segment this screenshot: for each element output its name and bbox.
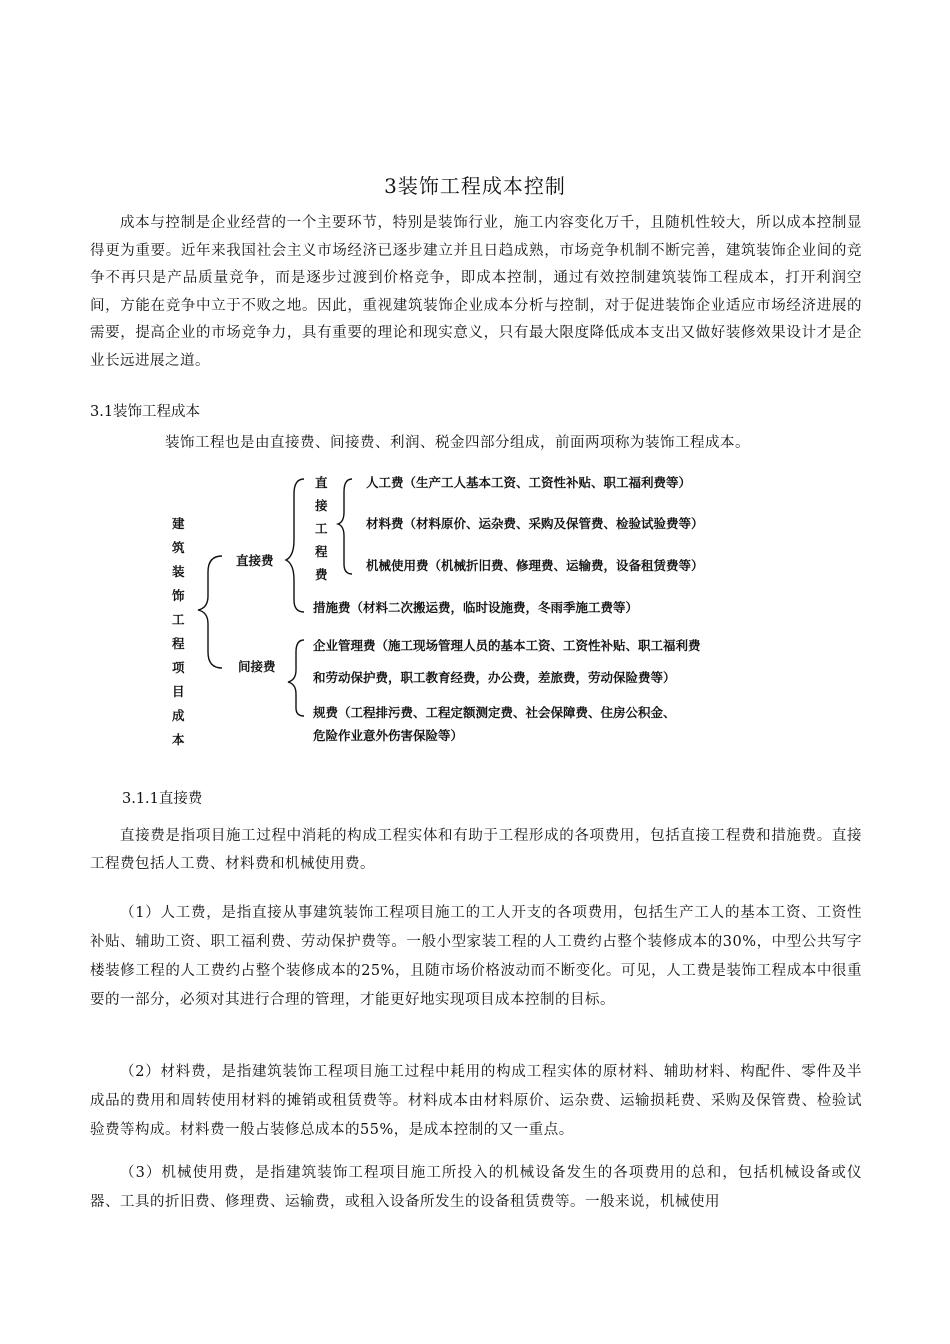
- svg-text:工: 工: [172, 612, 185, 627]
- direct-brace: [286, 479, 304, 612]
- material-cost-paragraph: （2）材料费，是指建筑装饰工程项目施工过程中耗用的构成工程实体的原材料、辅助材料、构配件、零件及半成品的费用和周转使用材料的摊销或租赁费等。材料成本由材料原价、运杂费、运输损耗费、采购及保管费、检验试验费等构成。材料费一般占装修总成本的55%，是成本控制的又一重点。: [90, 1064, 862, 1138]
- machine-cost-paragraph: （3）机械使用费，是指建筑装饰工程项目施工所投入的机械设备发生的各项费用的总和，包括机械设备或仪器、工具的折旧费、修理费、运输费，或租入设备所发生的设备租赁费等。一般来说，机械使用: [90, 1165, 862, 1210]
- page-title: 3装饰工程成本控制: [384, 174, 566, 198]
- root-brace: [198, 556, 222, 668]
- direct-cost-paragraph: 直接费是指项目施工过程中消耗的构成工程实体和有助于工程形成的各项费用，包括直接工程费和措施费。直接工程费包括人工费、材料费和机械使用费。: [90, 828, 862, 872]
- svg-text:费: 费: [315, 567, 328, 582]
- svg-text:接: 接: [315, 498, 328, 513]
- measures-cost-item: 措施费（材料二次搬运费，临时设施费，冬雨季施工费等）: [313, 600, 639, 615]
- material-cost-item: 材料费（材料原价、运杂费、采购及保管费、检验试验费等）: [366, 516, 704, 531]
- direct-cost-label: 直接费: [236, 553, 274, 568]
- svg-text:直: 直: [315, 475, 328, 490]
- indirect-brace: [288, 640, 304, 716]
- section-heading-3-1: 3.1装饰工程成本: [90, 404, 201, 420]
- statutory-fee-line-1: 规费（工程排污费、工程定额测定费、社会保障费、住房公积金、: [313, 705, 676, 720]
- svg-text:成: 成: [172, 708, 185, 723]
- section-heading-3-1-1: 3.1.1直接费: [122, 791, 203, 807]
- svg-text:程: 程: [315, 544, 328, 559]
- svg-text:建: 建: [172, 516, 185, 531]
- svg-text:程: 程: [172, 636, 185, 651]
- statutory-fee-line-2: 危险作业意外伤害保险等）: [313, 728, 464, 743]
- svg-text:饰: 饰: [172, 588, 185, 603]
- machine-cost-item: 机械使用费（机械折旧费、修理费、运输费，设备租赁费等）: [366, 558, 704, 573]
- svg-text:工: 工: [315, 521, 328, 536]
- direct-engineering-label: [314, 475, 328, 582]
- labor-cost-paragraph: （1）人工费，是指直接从事建筑装饰工程项目施工的工人开支的各项费用，包括生产工人的基本工资、工资性补贴、辅助工资、职工福利费、劳动保护费等。一般小型家装工程的人工费约占整个装修成本的30%，中型公共写字楼装修工程的人工费约占整个装修成本的25%，且随市场价格波动而不断变化。可见，人工费是装饰工程成本中很重要的一部分，必须对其进行合理的管理，才能更好地实现项目成本控制的目标。: [90, 905, 862, 1008]
- direct-engineering-brace: [338, 479, 352, 574]
- management-fee-line-2: 和劳动保护费，职工教育经费，办公费，差旅费，劳动保险费等）: [313, 670, 676, 685]
- management-fee-line-1: 企业管理费（施工现场管理人员的基本工资、工资性补贴、职工福利费: [313, 638, 701, 653]
- svg-text:装: 装: [172, 564, 185, 579]
- indirect-cost-label: 间接费: [238, 659, 276, 674]
- intro-paragraph: 成本与控制是企业经营的一个主要环节，特别是装饰行业，施工内容变化万千，且随机性较大，所以成本控制显得更为重要。近年来我国社会主义市场经济已逐步建立并且日趋成熟，市场竞争机制不断完善，建筑装饰企业间的竞争不再只是产品质量竞争，而是逐步过渡到价格竞争，即成本控制，通过有效控制建筑装饰工程成本，打开利润空间，方能在竞争中立于不败之地。因此，重视建筑装饰企业成本分析与控制，对于促进装饰企业适应市场经济进展的需要，提高企业的市场竞争力，具有重要的理论和现实意义，只有最大限度降低成本支出又做好装修效果设计才是企业长远进展之道。: [90, 215, 862, 369]
- svg-text:项: 项: [172, 660, 185, 675]
- svg-text:目: 目: [172, 684, 185, 699]
- svg-text:本: 本: [172, 732, 185, 747]
- section-3-1-text: 装饰工程也是由直接费、间接费、利润、税金四部分组成，前面两项称为装饰工程成本。: [165, 435, 750, 451]
- diagram-root-label: [171, 516, 185, 747]
- svg-text:筑: 筑: [172, 540, 185, 555]
- labor-cost-item: 人工费（生产工人基本工资、工资性补贴、职工福利费等）: [366, 475, 692, 490]
